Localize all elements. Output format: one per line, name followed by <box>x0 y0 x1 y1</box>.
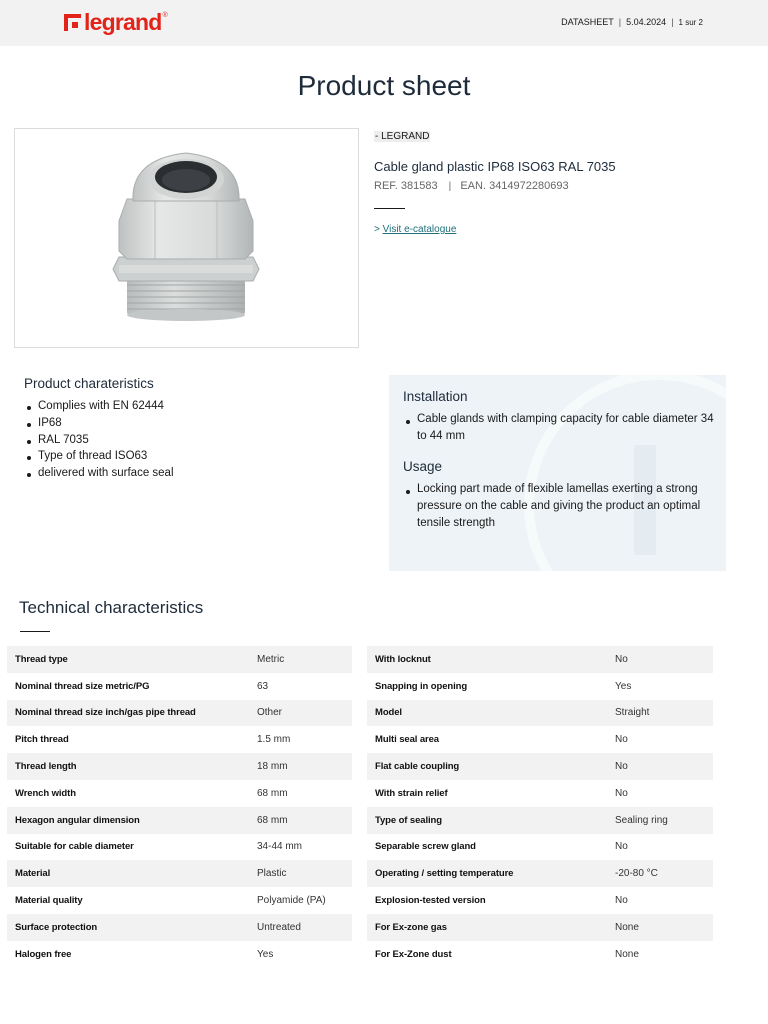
spec-value: No <box>615 646 713 673</box>
table-row <box>7 860 352 887</box>
page-header <box>0 0 768 46</box>
spec-label: Suitable for cable diameter <box>15 841 134 853</box>
spec-label: Model <box>367 700 615 727</box>
table-row <box>367 860 713 887</box>
spec-label: Thread length <box>7 753 257 780</box>
spec-label: Explosion-tested version <box>375 895 486 907</box>
table-row <box>367 914 713 941</box>
spec-value: No <box>615 753 713 780</box>
spec-label: Nominal thread size metric/PG <box>15 680 150 692</box>
technical-table-left <box>7 646 352 968</box>
spec-value: 68 mm <box>257 807 352 834</box>
spec-label: Wrench width <box>15 787 76 799</box>
page-number: 1 sur 2 <box>678 17 703 27</box>
visit-catalogue-link[interactable]: Visit e-catalogue <box>382 224 457 235</box>
technical-title: Technical characteristics <box>19 598 204 617</box>
spec-label: Operating / setting temperature <box>367 860 615 887</box>
spec-label: Material quality <box>15 895 83 907</box>
list-item: delivered with surface seal <box>24 465 174 482</box>
spec-label: Pitch thread <box>15 734 69 746</box>
doc-date: 5.04.2024 <box>626 17 667 27</box>
product-references <box>374 180 569 192</box>
legrand-logo-icon <box>64 14 81 31</box>
spec-value: Sealing ring <box>615 807 713 834</box>
product-brand: - LEGRAND <box>375 131 430 142</box>
list-item: Type of thread ISO63 <box>24 448 174 465</box>
product-name: Cable gland plastic IP68 ISO63 RAL 7035 <box>374 159 616 174</box>
cable-gland-illustration <box>15 129 360 349</box>
table-row <box>367 726 713 753</box>
spec-label: Surface protection <box>7 914 257 941</box>
table-row <box>367 834 713 861</box>
meta-separator: | <box>671 17 674 27</box>
spec-value: No <box>615 734 628 746</box>
spec-value: 34-44 mm <box>257 841 303 853</box>
spec-value: 1.5 mm <box>257 734 291 746</box>
spec-label: Nominal thread size inch/gas pipe thread <box>7 700 257 727</box>
table-row <box>7 780 352 807</box>
catalogue-link-row[interactable] <box>374 224 456 235</box>
spec-value: Untreated <box>257 914 352 941</box>
spec-label: Type of sealing <box>367 807 615 834</box>
table-row <box>7 673 352 700</box>
spec-value: Straight <box>615 700 713 727</box>
installation-title: Installation <box>403 389 468 404</box>
table-row <box>7 726 352 753</box>
table-row <box>367 887 713 914</box>
logo-wordmark: legrand <box>84 9 162 35</box>
spec-label: With strain relief <box>375 787 448 799</box>
table-row <box>7 834 352 861</box>
characteristics-title: Product charateristics <box>24 376 154 391</box>
doc-type: DATASHEET <box>561 17 614 27</box>
table-row <box>367 646 713 673</box>
legrand-logo <box>64 11 168 34</box>
spec-value: Plastic <box>257 860 352 887</box>
table-row <box>7 887 352 914</box>
spec-value: No <box>615 895 628 907</box>
table-row <box>367 700 713 727</box>
spec-value: Polyamide (PA) <box>257 895 326 907</box>
spec-label: Halogen free <box>15 948 72 960</box>
spec-label: Separable screw gland <box>375 841 476 853</box>
list-item: Complies with EN 62444 <box>24 398 174 415</box>
header-meta <box>561 17 703 27</box>
product-ref: REF. 381583 <box>374 180 438 192</box>
spec-label: Flat cable coupling <box>367 753 615 780</box>
page-title: Product sheet <box>297 70 471 101</box>
spec-label: With locknut <box>367 646 615 673</box>
ref-separator: | <box>448 181 452 192</box>
spec-label: Snapping in opening <box>375 680 468 692</box>
table-row <box>7 753 352 780</box>
usage-title: Usage <box>403 459 443 474</box>
spec-label: Hexagon angular dimension <box>7 807 257 834</box>
spec-value: Yes <box>257 948 274 960</box>
spec-value: No <box>615 787 628 799</box>
table-row <box>367 941 713 968</box>
table-row <box>7 914 352 941</box>
table-row <box>7 646 352 673</box>
spec-label: Thread type <box>7 646 257 673</box>
spec-label: Material <box>7 860 257 887</box>
table-row <box>367 673 713 700</box>
spec-value: Yes <box>615 680 632 692</box>
table-row <box>7 807 352 834</box>
spec-value: 63 <box>257 680 269 692</box>
table-row <box>367 753 713 780</box>
table-row <box>7 700 352 727</box>
spec-value: Metric <box>257 646 352 673</box>
divider <box>20 631 50 632</box>
spec-label: For Ex-zone gas <box>367 914 615 941</box>
technical-table-right <box>367 646 713 968</box>
divider <box>374 208 405 209</box>
meta-separator: | <box>618 17 622 27</box>
table-row <box>367 807 713 834</box>
list-item: IP68 <box>24 415 174 432</box>
table-row <box>367 780 713 807</box>
registered-mark: ® <box>162 12 168 19</box>
product-ean: EAN. 3414972280693 <box>460 180 569 192</box>
spec-value: 18 mm <box>257 753 352 780</box>
characteristics-list <box>24 398 174 482</box>
usage-text: Locking part made of flexible lamellas exerting a strong pressure on the cable and giving the product an optimal tensile strength <box>417 481 717 532</box>
spec-value: 68 mm <box>257 787 288 799</box>
table-row <box>7 941 352 968</box>
spec-value: None <box>615 914 713 941</box>
spec-value: Other <box>257 700 352 727</box>
spec-label: Multi seal area <box>375 734 439 746</box>
product-image <box>14 128 359 348</box>
spec-value: None <box>615 948 639 960</box>
installation-text: Cable glands with clamping capacity for cable diameter 34 to 44 mm <box>417 411 717 445</box>
spec-value: No <box>615 841 628 853</box>
spec-label: For Ex-Zone dust <box>375 948 452 960</box>
chevron-right-icon: > <box>374 224 380 235</box>
installation-usage-panel <box>389 375 726 571</box>
spec-value: -20-80 °C <box>615 860 713 887</box>
list-item: RAL 7035 <box>24 432 174 449</box>
